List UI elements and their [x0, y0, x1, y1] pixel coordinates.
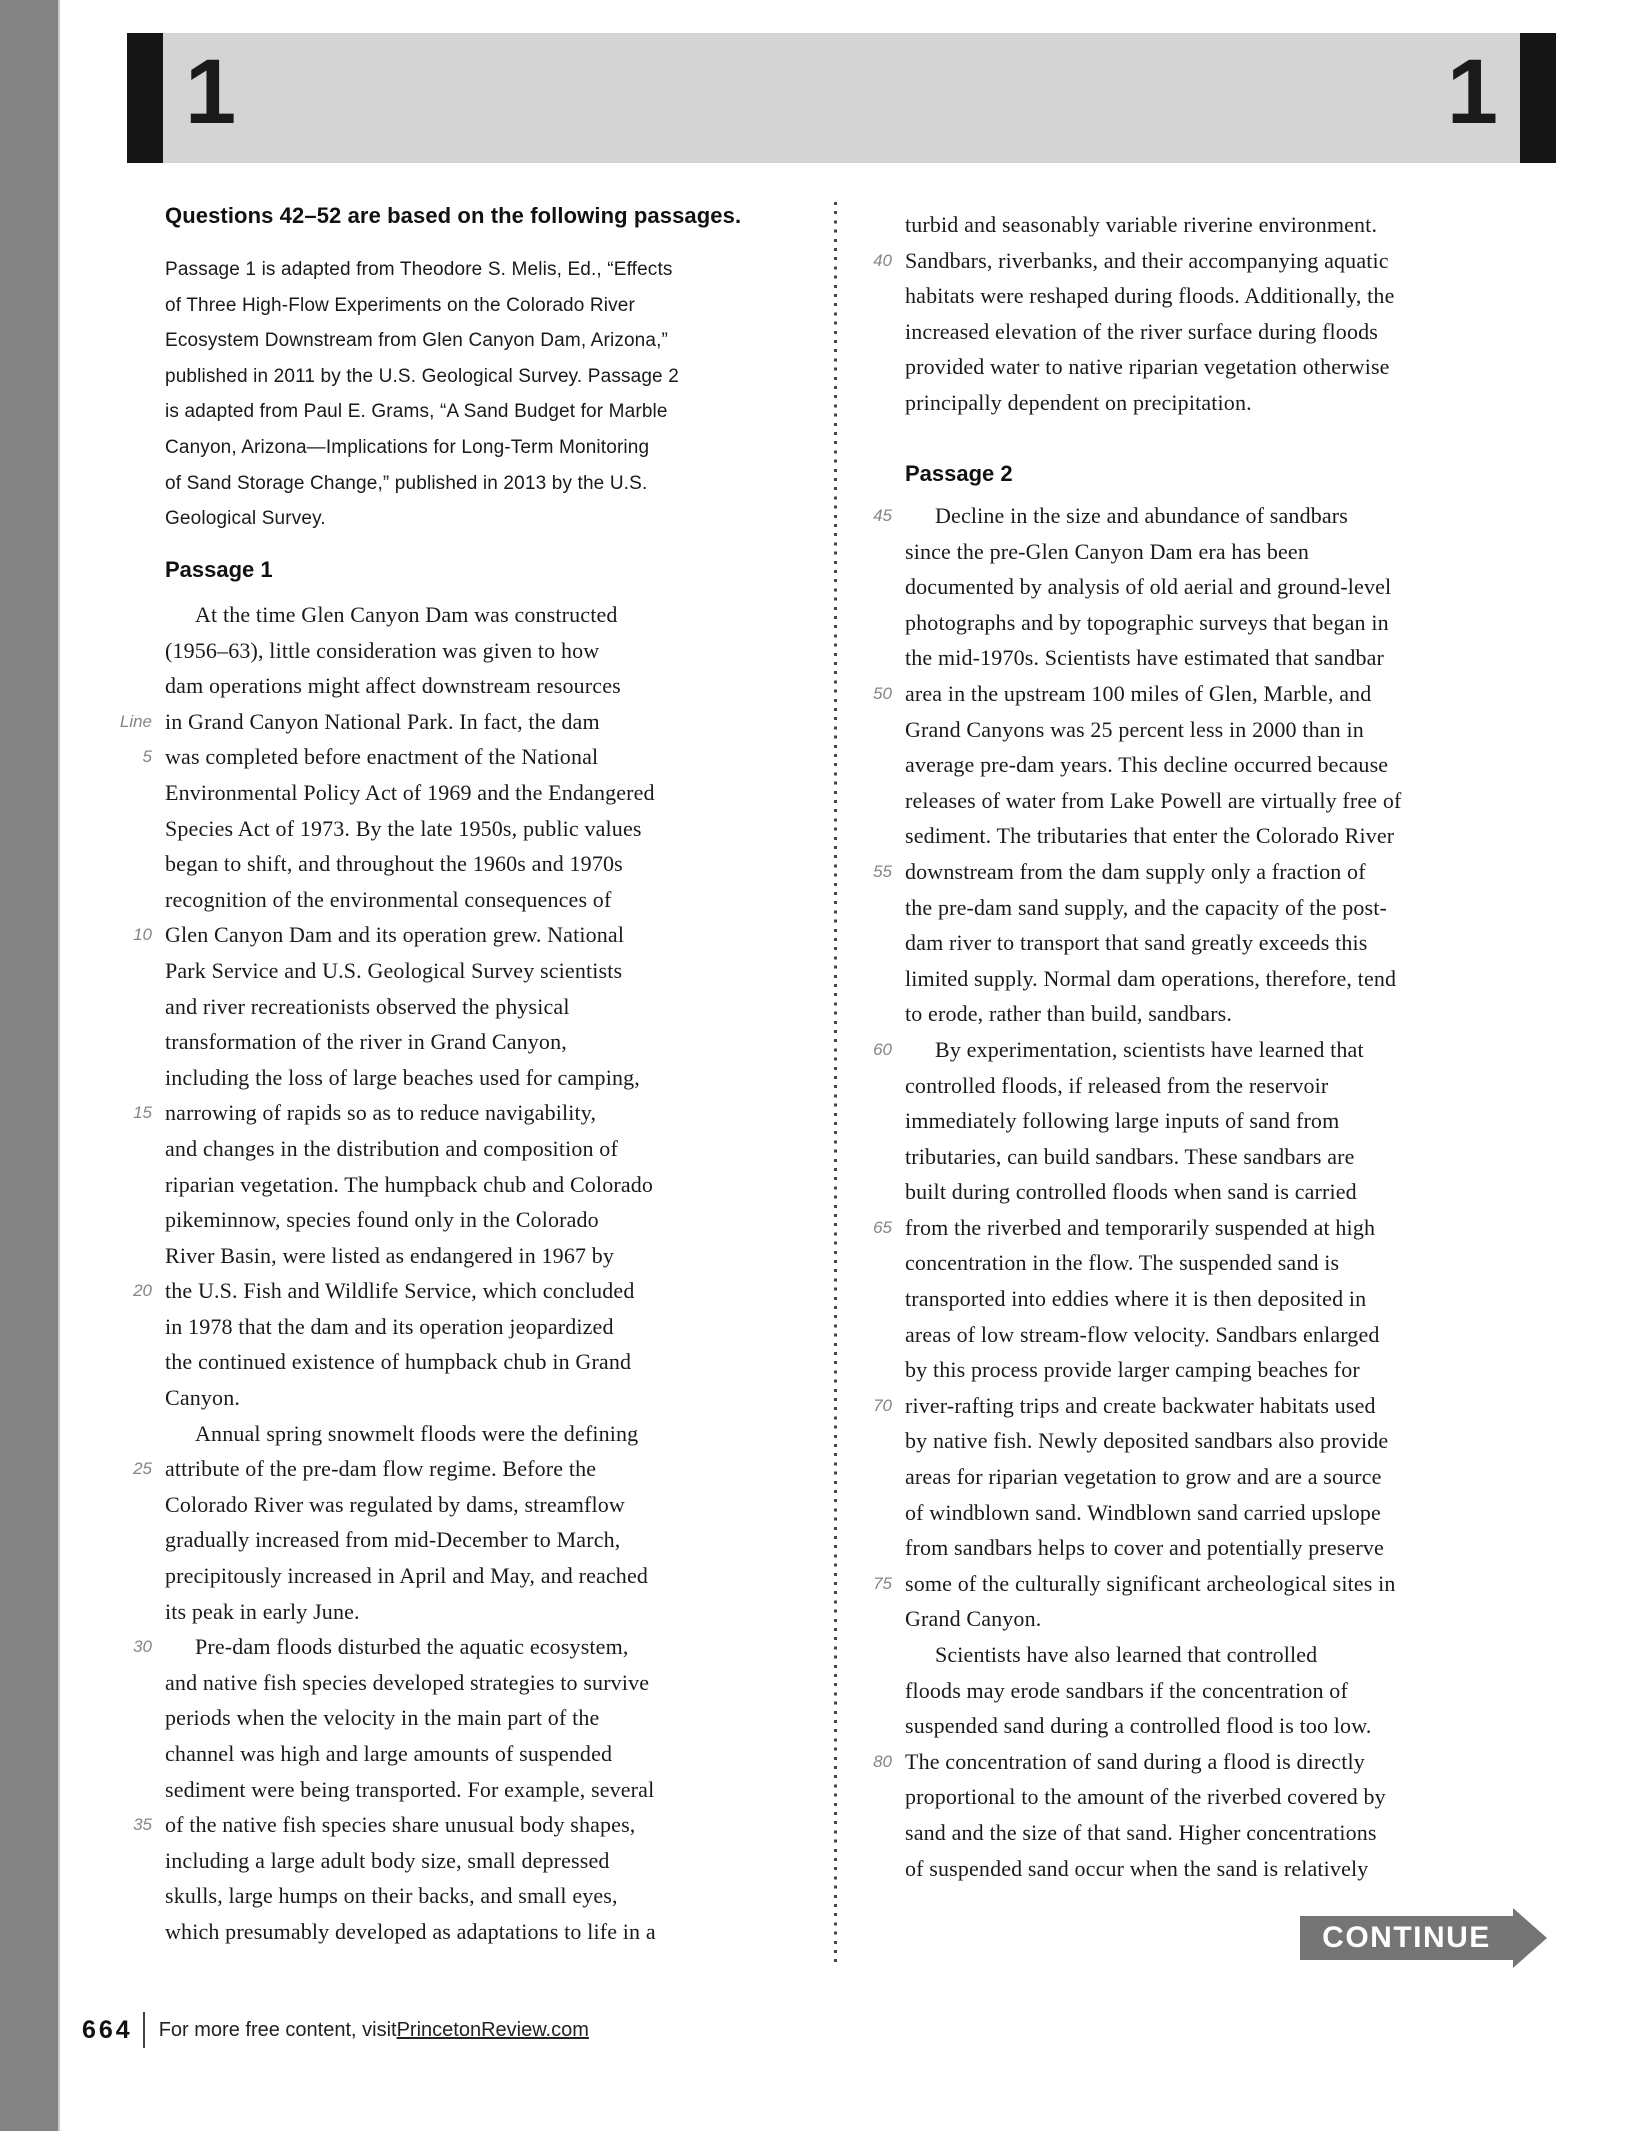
line-text: turbid and seasonably variable riverine environment.: [905, 212, 1378, 237]
line-number: [100, 1131, 165, 1167]
passage-line: [100, 1843, 840, 1879]
line-number: [100, 668, 165, 704]
line-text: documented by analysis of old aerial and ground-level: [905, 574, 1392, 600]
line-number: [100, 953, 165, 989]
passage-line: [840, 1352, 1620, 1388]
passage-line: [840, 1317, 1620, 1353]
line-number: [840, 783, 905, 819]
passage-1-lines: [100, 597, 840, 1950]
line-number: [100, 1024, 165, 1060]
passage-line: [840, 1103, 1620, 1139]
passage-line: [100, 846, 840, 882]
line-number: [840, 1815, 905, 1851]
passage-line: [840, 498, 1620, 534]
line-text: and changes in the distribution and composition of: [165, 1135, 618, 1161]
footer-link[interactable]: PrincetonReview.com: [396, 2018, 589, 2041]
line-text: some of the culturally significant archeological sites in: [905, 1570, 1396, 1596]
line-number: [100, 633, 165, 669]
line-text: provided water to native riparian vegetation otherwise: [905, 354, 1390, 380]
line-text: releases of water from Lake Powell are virtually free of: [905, 787, 1402, 813]
line-number: 60: [873, 1039, 892, 1059]
line-text: dam river to transport that sand greatly exceeds this: [905, 930, 1368, 956]
line-number: [840, 605, 905, 641]
passage-line: [100, 1416, 840, 1452]
continue-bar[interactable]: [1300, 1916, 1513, 1960]
line-text: By experimentation, scientists have learned that: [935, 1036, 1364, 1062]
passage-line: [840, 385, 1620, 421]
passage-line: [840, 1673, 1620, 1709]
line-number: [840, 818, 905, 854]
line-number: 15: [133, 1103, 152, 1123]
passage-line: [840, 1779, 1620, 1815]
line-number: [100, 811, 165, 847]
line-text: dam operations might affect downstream resources: [165, 673, 621, 699]
line-text: photographs and by topographic surveys that began in: [905, 609, 1389, 635]
line-number: 45: [873, 506, 892, 525]
line-number: [840, 925, 905, 961]
passage-line: [100, 811, 840, 847]
line-number: 80: [873, 1751, 892, 1771]
line-text: suspended sand during a controlled flood is too low.: [905, 1713, 1372, 1739]
line-number: [840, 1245, 905, 1281]
line-number: [840, 1851, 905, 1887]
line-number: [100, 1487, 165, 1523]
line-text: areas of low stream-flow velocity. Sandbars enlarged: [905, 1321, 1380, 1347]
attribution-text: Geological Survey.: [165, 508, 326, 530]
line-text: the mid-1970s. Scientists have estimated that sandbar: [905, 645, 1385, 671]
line-number: [100, 1202, 165, 1238]
line-text: the pre-dam sand supply, and the capacity of the post-: [905, 894, 1387, 920]
line-text: Park Service and U.S. Geological Survey scientists: [165, 957, 623, 983]
passage-line: [100, 1451, 840, 1487]
passage-line: [100, 1914, 840, 1950]
line-text: which presumably developed as adaptations to life in a: [165, 1918, 656, 1944]
line-number: [840, 385, 905, 421]
line-number: [840, 890, 905, 926]
line-number: 10: [133, 925, 152, 945]
passage-2-lines: [840, 498, 1620, 1886]
passage-line: [840, 783, 1620, 819]
line-text: to erode, rather than build, sandbars.: [905, 1001, 1233, 1027]
passage-line: [840, 1281, 1620, 1317]
line-number: [840, 207, 905, 243]
passage-line: [100, 1060, 840, 1096]
passage-2-heading: Passage 2: [905, 461, 1013, 486]
passage-line: [840, 534, 1620, 570]
line-text: habitats were reshaped during floods. Additionally, the: [905, 283, 1395, 309]
line-text: (1956–63), little consideration was given to how: [165, 637, 600, 663]
passage-line: [100, 739, 840, 775]
line-text: Glen Canyon Dam and its operation grew. National: [165, 922, 625, 948]
line-number: [840, 569, 905, 605]
passage-1-continued-lines: [840, 207, 1620, 421]
line-text: the U.S. Fish and Wildlife Service, which concluded: [165, 1278, 635, 1304]
line-text: gradually increased from mid-December to March,: [165, 1527, 621, 1553]
header-band: [127, 33, 1556, 163]
continue-label: CONTINUE: [1322, 1921, 1491, 1954]
passage-line: [840, 1744, 1620, 1780]
passage-line: [100, 1202, 840, 1238]
attribution-line: [165, 394, 765, 430]
attribution-line: [165, 359, 765, 395]
line-text: Pre-dam floods disturbed the aquatic ecosystem,: [195, 1634, 629, 1660]
line-text: of suspended sand occur when the sand is relatively: [905, 1855, 1369, 1881]
line-text: recognition of the environmental consequences of: [165, 886, 612, 912]
line-text: transported into eddies where it is then deposited in: [905, 1286, 1367, 1312]
attribution-line: [165, 323, 765, 359]
line-number: [840, 747, 905, 783]
line-text: began to shift, and throughout the 1960s and 1970s: [165, 851, 623, 877]
line-text: including the loss of large beaches used for camping,: [165, 1064, 640, 1090]
line-number: [840, 534, 905, 570]
passage-line: [840, 925, 1620, 961]
passage-line: [840, 1566, 1620, 1602]
line-text: Grand Canyon.: [905, 1606, 1042, 1632]
passage-line: [100, 1131, 840, 1167]
line-number: [840, 1673, 905, 1709]
line-text: limited supply. Normal dam operations, therefore, tend: [905, 965, 1397, 991]
line-text: precipitously increased in April and May, and reached: [165, 1563, 649, 1589]
line-text: sand and the size of that sand. Higher concentrations: [905, 1819, 1377, 1845]
passage-1-heading: Passage 1: [165, 557, 273, 582]
line-number: [840, 1139, 905, 1175]
line-text: sediment were being transported. For example, several: [165, 1776, 655, 1802]
passage-line: [100, 1665, 840, 1701]
line-number: [100, 1594, 165, 1630]
line-number: [840, 1708, 905, 1744]
line-text: Colorado River was regulated by dams, streamflow: [165, 1491, 625, 1517]
line-text: by this process provide larger camping beaches for: [905, 1357, 1360, 1383]
passage-line: [100, 1344, 840, 1380]
line-text: floods may erode sandbars if the concentration of: [905, 1677, 1348, 1703]
passage-line: [100, 1309, 840, 1345]
passage-line: [840, 1851, 1620, 1887]
line-number: [840, 1459, 905, 1495]
left-edge-strip: [0, 0, 60, 2131]
passage-line: [100, 1095, 840, 1131]
passage-line: [100, 1024, 840, 1060]
line-text: Sandbars, riverbanks, and their accompanying aquatic: [905, 247, 1389, 273]
header-left-bar: [127, 33, 163, 163]
line-number: [840, 278, 905, 314]
line-number: 30: [133, 1637, 152, 1657]
passage-line: [100, 1273, 840, 1309]
line-text: Environmental Policy Act of 1969 and the Endangered: [165, 779, 655, 805]
line-number: [100, 882, 165, 918]
passage-line: [100, 882, 840, 918]
line-number: [840, 1317, 905, 1353]
passage-line: [100, 704, 840, 740]
passage-line: [100, 1487, 840, 1523]
line-text: in 1978 that the dam and its operation jeopardized: [165, 1313, 614, 1339]
line-number: [100, 989, 165, 1025]
line-text: periods when the velocity in the main part of the: [165, 1705, 600, 1731]
continue-arrow-icon: [1513, 1908, 1547, 1968]
line-number: 20: [133, 1281, 152, 1301]
line-number: 35: [133, 1815, 152, 1835]
passage-line: [840, 314, 1620, 350]
header-right-bar: [1520, 33, 1556, 163]
continue-button[interactable]: [1300, 1908, 1547, 1968]
passage-line: [840, 1601, 1620, 1637]
line-text: At the time Glen Canyon Dam was constructed: [195, 602, 618, 627]
line-number: [840, 1637, 905, 1673]
line-number: [100, 1416, 165, 1452]
line-number: 5: [142, 747, 152, 767]
footer-divider: [143, 2012, 145, 2048]
line-text: controlled floods, if released from the reservoir: [905, 1072, 1329, 1098]
passage-line: [100, 1238, 840, 1274]
line-text: was completed before enactment of the National: [165, 744, 599, 770]
section-number-right: 1: [1446, 41, 1498, 143]
attribution-text: Ecosystem Downstream from Glen Canyon Dam, Arizona,”: [165, 330, 669, 352]
passage-line: [100, 1594, 840, 1630]
passage-line: [840, 676, 1620, 712]
line-text: by native fish. Newly deposited sandbars also provide: [905, 1428, 1389, 1454]
attribution-text: Canyon, Arizona—Implications for Long-Term Monitoring: [165, 436, 650, 458]
line-text: pikeminnow, species found only in the Colorado: [165, 1207, 599, 1233]
section-number-left: 1: [185, 41, 237, 143]
passage-line: [840, 1708, 1620, 1744]
passage-line: [840, 1210, 1620, 1246]
passage-line: [840, 1495, 1620, 1531]
line-number: [100, 1736, 165, 1772]
attribution-block: [165, 252, 765, 537]
line-number: [100, 775, 165, 811]
passage-line: [840, 818, 1620, 854]
line-text: since the pre-Glen Canyon Dam era has been: [905, 538, 1309, 564]
passage-line: [840, 349, 1620, 385]
line-text: tributaries, can build sandbars. These sandbars are: [905, 1143, 1355, 1169]
line-number: [840, 1068, 905, 1104]
attribution-text: Passage 1 is adapted from Theodore S. Melis, Ed., “Effects: [165, 259, 673, 280]
line-number: [840, 1530, 905, 1566]
passage-line: [100, 1167, 840, 1203]
passage-line: [100, 1380, 840, 1416]
passage-line: [840, 1530, 1620, 1566]
passage-line: [100, 989, 840, 1025]
line-text: proportional to the amount of the riverbed covered by: [905, 1784, 1386, 1810]
passage-line: [100, 668, 840, 704]
passage-line: [840, 996, 1620, 1032]
line-text: skulls, large humps on their backs, and small eyes,: [165, 1883, 618, 1909]
passage-line: [840, 640, 1620, 676]
line-text: river-rafting trips and create backwater habitats used: [905, 1392, 1376, 1418]
line-number: [840, 640, 905, 676]
line-text: principally dependent on precipitation.: [905, 389, 1252, 415]
passage-line: [840, 1637, 1620, 1673]
line-text: narrowing of rapids so as to reduce navigability,: [165, 1100, 597, 1126]
line-text: riparian vegetation. The humpback chub and Colorado: [165, 1171, 654, 1197]
line-text: the continued existence of humpback chub in Grand: [165, 1349, 632, 1375]
line-number: [100, 1522, 165, 1558]
line-text: transformation of the river in Grand Canyon,: [165, 1029, 567, 1055]
line-number: [840, 712, 905, 748]
line-number: [840, 1352, 905, 1388]
line-text: average pre-dam years. This decline occurred because: [905, 752, 1389, 778]
line-number: 25: [133, 1459, 152, 1479]
line-number: [840, 349, 905, 385]
line-text: and native fish species developed strategies to survive: [165, 1669, 650, 1695]
passage-line: [100, 1736, 840, 1772]
line-text: attribute of the pre-dam flow regime. Before the: [165, 1456, 597, 1482]
passage-line: [840, 569, 1620, 605]
line-number: [840, 961, 905, 997]
line-text: Scientists have also learned that controlled: [935, 1642, 1318, 1667]
footer: [82, 2012, 589, 2048]
line-number: [100, 1558, 165, 1594]
passage-line: [100, 1522, 840, 1558]
passage-line: [100, 1878, 840, 1914]
passage-line: [840, 1245, 1620, 1281]
line-number: Line: [119, 711, 152, 731]
attribution-text: published in 2011 by the U.S. Geological Survey. Passage 2: [165, 365, 679, 387]
line-text: sediment. The tributaries that enter the Colorado River: [905, 823, 1395, 849]
passage-line: [840, 1174, 1620, 1210]
line-number: [100, 1060, 165, 1096]
attribution-line: [165, 466, 765, 502]
line-text: from the riverbed and temporarily suspended at high: [905, 1214, 1376, 1240]
passage-line: [100, 1558, 840, 1594]
passage-line: [840, 1068, 1620, 1104]
passage-line: [840, 1423, 1620, 1459]
passage-line: [840, 1032, 1620, 1068]
passage-line: [840, 1139, 1620, 1175]
attribution-text: of Three High-Flow Experiments on the Colorado River: [165, 294, 635, 316]
line-number: 70: [873, 1395, 892, 1415]
questions-heading: Questions 42–52 are based on the following passages.: [165, 203, 742, 228]
passage-line: [100, 1629, 840, 1665]
attribution-text: is adapted from Paul E. Grams, “A Sand Budget for Marble: [165, 401, 668, 423]
line-number: [840, 1495, 905, 1531]
passage-line: [100, 953, 840, 989]
line-number: [100, 1238, 165, 1274]
passage-line: [100, 775, 840, 811]
line-number: [100, 597, 165, 633]
line-text: built during controlled floods when sand is carried: [905, 1179, 1357, 1205]
line-text: including a large adult body size, small depressed: [165, 1847, 610, 1873]
line-text: its peak in early June.: [165, 1598, 360, 1624]
passage-line: [840, 243, 1620, 279]
line-number: [840, 314, 905, 350]
line-text: from sandbars helps to cover and potentially preserve: [905, 1535, 1384, 1561]
line-number: 75: [873, 1573, 892, 1593]
passage-line: [840, 1388, 1620, 1424]
line-number: [840, 1174, 905, 1210]
line-text: of windblown sand. Windblown sand carried upslope: [905, 1499, 1381, 1525]
line-number: [840, 1779, 905, 1815]
line-text: concentration in the flow. The suspended sand is: [905, 1250, 1340, 1276]
passage-line: [100, 917, 840, 953]
passage-line: [100, 1772, 840, 1808]
passage-line: [100, 1807, 840, 1843]
line-number: [100, 1700, 165, 1736]
passage-line: [840, 890, 1620, 926]
line-number: [840, 1423, 905, 1459]
passage-line: [840, 712, 1620, 748]
line-text: areas for riparian vegetation to grow and are a source: [905, 1464, 1382, 1490]
passage-line: [840, 854, 1620, 890]
line-number: [840, 1281, 905, 1317]
attribution-line: [165, 430, 765, 466]
line-number: [100, 1878, 165, 1914]
line-number: 55: [873, 861, 892, 881]
passage-line: [840, 1815, 1620, 1851]
line-text: immediately following large inputs of sand from: [905, 1108, 1340, 1134]
line-number: 40: [873, 250, 892, 270]
footer-page-number: 664: [82, 2015, 133, 2044]
line-text: Species Act of 1973. By the late 1950s, public values: [165, 815, 642, 841]
line-number: [100, 1665, 165, 1701]
passage-line: [100, 1700, 840, 1736]
passage-line: [840, 605, 1620, 641]
attribution-line: [165, 501, 765, 537]
passage-line: [100, 633, 840, 669]
line-text: channel was high and large amounts of suspended: [165, 1741, 613, 1766]
line-number: [100, 1344, 165, 1380]
line-text: Canyon.: [165, 1385, 240, 1411]
line-number: 50: [873, 683, 892, 703]
line-text: in Grand Canyon National Park. In fact, the dam: [165, 708, 600, 734]
line-number: [100, 1309, 165, 1345]
line-text: and river recreationists observed the physical: [165, 993, 570, 1019]
line-text: increased elevation of the river surface during floods: [905, 318, 1378, 344]
line-text: of the native fish species share unusual body shapes,: [165, 1812, 636, 1838]
attribution-text: of Sand Storage Change,” published in 2013 by the U.S.: [165, 472, 648, 494]
line-text: River Basin, were listed as endangered in 1967 by: [165, 1242, 615, 1268]
line-number: [840, 1601, 905, 1637]
passage-line: [840, 747, 1620, 783]
passage-line: [840, 278, 1620, 314]
line-number: [100, 1843, 165, 1879]
passage-line: [100, 597, 840, 633]
line-number: [100, 1772, 165, 1808]
footer-text: For more free content, visit: [158, 2018, 397, 2041]
line-text: Decline in the size and abundance of sandbars: [935, 503, 1348, 528]
attribution-line: [165, 252, 765, 288]
line-text: Annual spring snowmelt floods were the defining: [195, 1420, 639, 1446]
passage-line: [840, 207, 1620, 243]
passage-line: [840, 961, 1620, 997]
line-number: [100, 1380, 165, 1416]
line-number: [100, 1167, 165, 1203]
line-text: downstream from the dam supply only a fraction of: [905, 858, 1366, 884]
attribution-line: [165, 288, 765, 324]
line-number: [100, 1914, 165, 1950]
line-number: [840, 1103, 905, 1139]
line-text: area in the upstream 100 miles of Glen, Marble, and: [905, 680, 1372, 706]
passage-line: [840, 1459, 1620, 1495]
line-number: [840, 996, 905, 1032]
line-text: Grand Canyons was 25 percent less in 2000 than in: [905, 716, 1364, 742]
line-number: 65: [873, 1217, 892, 1237]
line-number: [100, 846, 165, 882]
line-text: The concentration of sand during a flood is directly: [905, 1748, 1365, 1774]
